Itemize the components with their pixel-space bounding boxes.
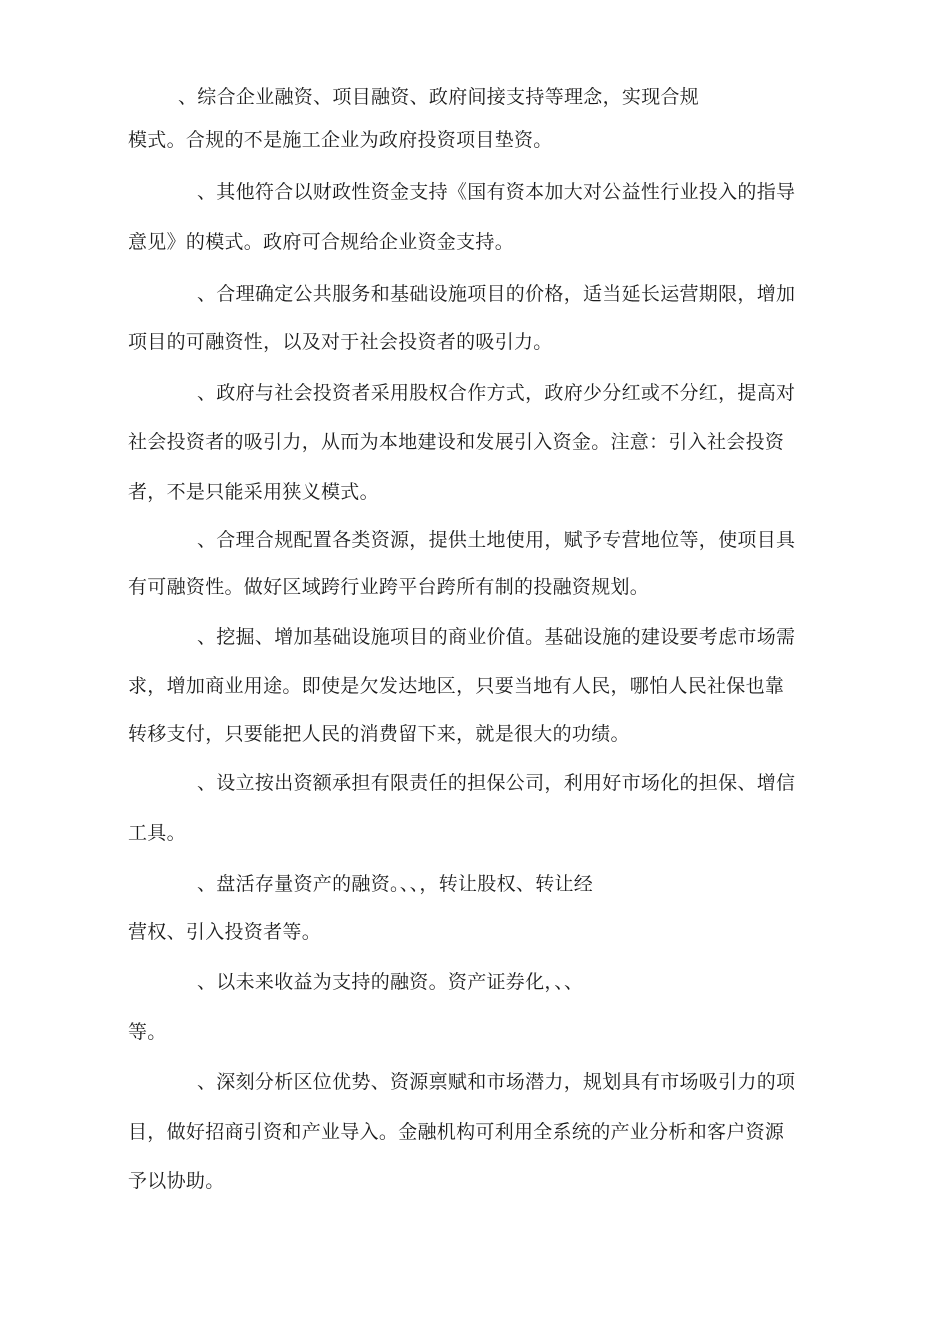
text-line: 等。 xyxy=(128,1021,167,1043)
text-line: 者，不是只能采用狭义模式。 xyxy=(128,481,379,503)
text-line: 有可融资性。做好区域跨行业跨平台跨所有制的投融资规划。 xyxy=(128,576,650,598)
text-line: 、合理确定公共服务和基础设施项目的价格，适当延长运营期限，增加 xyxy=(197,283,796,305)
text-line: 、盘活存量资产的融资。、、，转让股权、转让经 xyxy=(197,873,594,895)
text-line: 、合理合规配置各类资源，提供土地使用，赋予专营地位等，使项目具 xyxy=(197,529,796,551)
text-line: 予以协助。 xyxy=(128,1170,225,1192)
text-line: 、设立按出资额承担有限责任的担保公司，利用好市场化的担保、增信 xyxy=(197,772,796,794)
text-line: 模式。合规的不是施工企业为政府投资项目垫资。 xyxy=(128,129,553,151)
text-line: 目，做好招商引资和产业导入。金融机构可利用全系统的产业分析和客户资源 xyxy=(128,1121,785,1143)
text-line: 工具。 xyxy=(128,822,186,844)
text-line: 营权、引入投资者等。 xyxy=(128,921,322,943)
text-line: 、政府与社会投资者采用股权合作方式，政府少分红或不分红，提高对 xyxy=(197,382,796,404)
text-line: 、综合企业融资、项目融资、政府间接支持等理念，实现合规 xyxy=(178,86,700,108)
text-line: 转移支付，只要能把人民的消费留下来，就是很大的功绩。 xyxy=(128,723,630,745)
text-line: 、以未来收益为支持的融资。资产证券化，、、 xyxy=(197,971,584,993)
text-line: 、挖掘、增加基础设施项目的商业价值。基础设施的建设要考虑市场需 xyxy=(197,626,796,648)
text-line: 求，增加商业用途。即使是欠发达地区，只要当地有人民，哪怕人民社保也靠 xyxy=(128,675,785,697)
text-line: 、其他符合以财政性资金支持《国有资本加大对公益性行业投入的指导 xyxy=(197,181,796,203)
text-line: 、深刻分析区位优势、资源禀赋和市场潜力，规划具有市场吸引力的项 xyxy=(197,1071,796,1093)
text-line: 社会投资者的吸引力，从而为本地建设和发展引入资金。注意：引入社会投资 xyxy=(128,431,785,453)
text-line: 意见》的模式。政府可合规给企业资金支持。 xyxy=(128,231,515,253)
text-line: 项目的可融资性，以及对于社会投资者的吸引力。 xyxy=(128,331,553,353)
